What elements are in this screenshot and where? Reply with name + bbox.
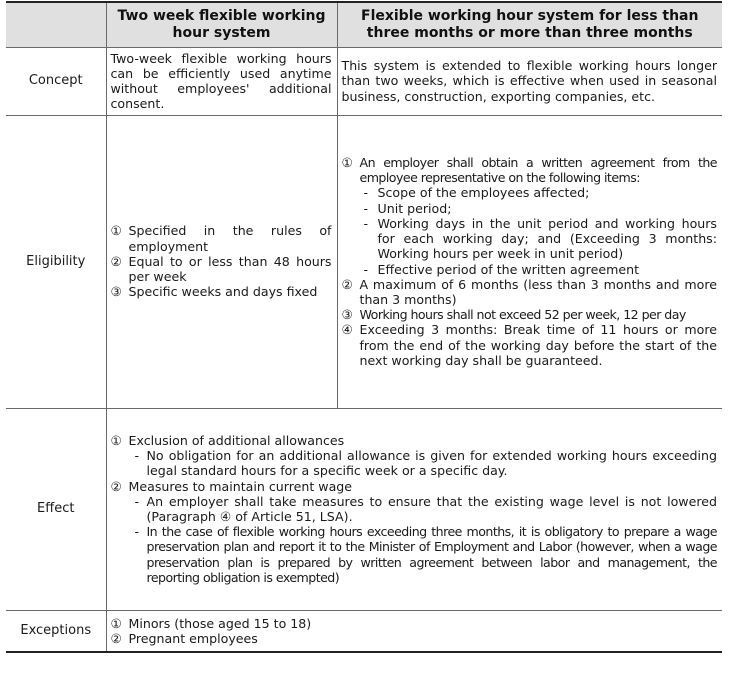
item-text: Minors (those aged 15 to 18) <box>128 615 312 631</box>
item-text: Working hours shall not exceed 52 per week, 12 per day <box>359 307 686 323</box>
concept-two-week-cell <box>106 47 337 115</box>
effect-row <box>6 408 722 610</box>
item-text: An employer shall obtain a written agreement from the employee representative on the following items: <box>359 155 717 186</box>
item-number: ② <box>110 478 122 494</box>
item-text: Equal to or less than 48 hours per week <box>128 253 332 285</box>
list-item <box>111 479 718 494</box>
concept-two-week-text: Two-week flexible working hours can be efficiently used anytime without employees' additional consent. <box>110 50 332 112</box>
sub-list-item <box>111 448 718 478</box>
effect-list <box>107 431 723 587</box>
sub-item-text: In the case of flexible working hours exceeding three months, it is obligatory to prepare a wage preservation plan and report it to the Minister of Employment and Labor (however, when a wage preservation plan is prepared by written agreement between labor and management, the reporting obligation is exempted) <box>146 524 717 585</box>
item-number: ① <box>341 155 353 171</box>
eligibility-row <box>6 115 722 408</box>
sub-item-text: Effective period of the written agreement <box>377 261 640 277</box>
concept-three-months-cell <box>337 47 722 115</box>
dash-marker: - <box>134 448 140 464</box>
sub-list-item <box>342 216 718 262</box>
exceptions-cell <box>106 610 722 652</box>
sub-list-item <box>342 201 718 216</box>
eligibility-label: Eligibility <box>6 115 106 408</box>
dash-marker: - <box>363 215 369 231</box>
sub-list-item <box>111 524 718 585</box>
item-text: Exclusion of additional allowances <box>128 432 345 448</box>
item-number: ② <box>110 630 122 646</box>
item-text: A maximum of 6 months (less than 3 months and more than 3 months) <box>359 276 717 307</box>
list-item <box>342 155 718 185</box>
item-text: Specific weeks and days fixed <box>128 284 318 300</box>
dash-marker: - <box>363 261 369 277</box>
flexible-hours-table <box>6 1 722 653</box>
item-number: ② <box>110 253 122 269</box>
list-item <box>342 277 718 307</box>
eligibility-two-week-list <box>107 221 337 301</box>
item-number: ③ <box>110 284 122 300</box>
list-item <box>111 223 332 253</box>
concept-three-months-text: This system is extended to flexible working hours longer than two weeks, which is effective when used in seasonal business, construction, exporting companies, etc. <box>341 58 717 104</box>
sub-item-text: Working days in the unit period and working hours for each working day; and (Exceeding 3 months: Working hours per week in unit period) <box>377 215 717 262</box>
item-text: Exceeding 3 months: Break time of 11 hours or more from the end of the working day before the start of the next working day shall be guaranteed. <box>359 322 717 368</box>
list-item <box>111 433 718 448</box>
concept-row <box>6 47 722 115</box>
sub-list-item <box>342 185 718 200</box>
item-number: ① <box>110 615 122 631</box>
dash-marker: - <box>363 200 369 216</box>
item-text: Specified in the rules of employment <box>128 223 332 254</box>
sub-item-text: No obligation for an additional allowance is given for extended working hours exceeding legal standard hours for a specific week or a specific day. <box>146 448 717 479</box>
item-number: ③ <box>341 307 353 323</box>
header-row <box>6 2 722 47</box>
list-item <box>111 631 718 646</box>
header-empty-cell <box>6 2 106 47</box>
sub-list-item <box>111 494 718 524</box>
eligibility-three-months-list <box>338 153 723 370</box>
list-item <box>111 616 718 631</box>
dash-marker: - <box>134 493 140 509</box>
list-item <box>342 322 718 368</box>
exceptions-row <box>6 610 722 652</box>
dash-marker: - <box>363 185 369 201</box>
sub-list-item <box>342 262 718 277</box>
list-item <box>111 254 332 284</box>
effect-label: Effect <box>6 408 106 610</box>
effect-cell <box>106 408 722 610</box>
sub-item-text: Scope of the employees affected; <box>377 185 590 201</box>
eligibility-three-months-cell <box>337 115 722 408</box>
concept-label: Concept <box>6 47 106 115</box>
item-number: ② <box>341 276 353 292</box>
exceptions-list <box>107 614 723 648</box>
item-number: ④ <box>341 322 353 338</box>
eligibility-two-week-cell <box>106 115 337 408</box>
item-number: ① <box>110 432 122 448</box>
flexible-hours-table-container <box>6 1 722 653</box>
sub-item-text: Unit period; <box>377 200 452 216</box>
list-item <box>111 284 332 299</box>
item-text: Measures to maintain current wage <box>128 478 353 494</box>
list-item <box>342 307 718 322</box>
header-three-months: Flexible working hour system for less than three months or more than three months <box>337 2 722 47</box>
exceptions-label: Exceptions <box>6 610 106 652</box>
header-two-week: Two week flexible working hour system <box>106 2 337 47</box>
item-text: Pregnant employees <box>128 630 258 646</box>
sub-item-text: An employer shall take measures to ensure that the existing wage level is not lowered (Paragraph ④ of Article 51, LSA). <box>146 493 717 524</box>
dash-marker: - <box>134 524 139 540</box>
item-number: ① <box>110 223 122 239</box>
